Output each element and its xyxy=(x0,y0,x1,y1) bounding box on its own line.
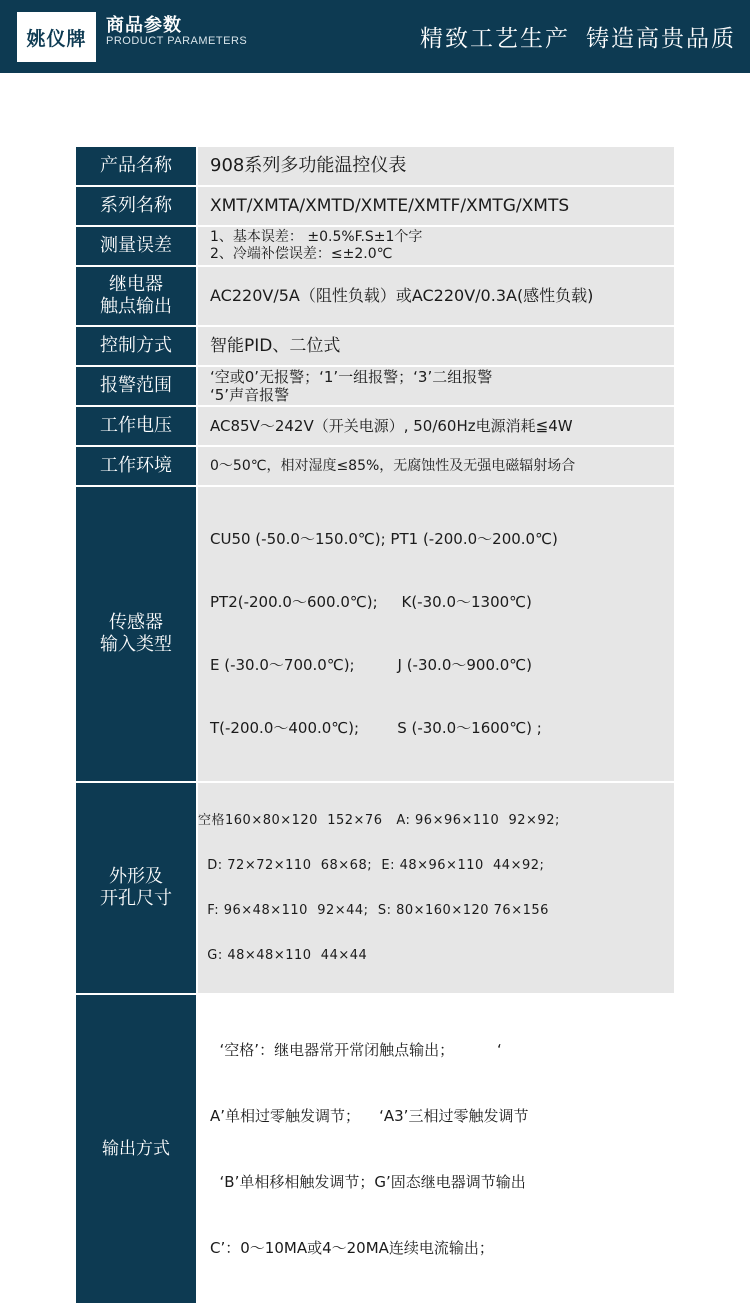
spec-label xyxy=(76,267,198,325)
spec-row-sensor-input xyxy=(76,487,674,781)
spec-value-line: 2、冷端补偿误差：≤±2.0℃ xyxy=(210,246,393,262)
spec-value: 智能PID、二位式 xyxy=(198,327,674,365)
section-subtitle: PRODUCT PARAMETERS xyxy=(106,35,248,47)
spec-label: 报警范围 xyxy=(76,367,198,405)
spec-label: 系列名称 xyxy=(76,187,198,225)
spec-value-line: C’：0～10MA或4～20MA连续电流输出； xyxy=(210,1239,494,1257)
spec-label-line: 触点输出 xyxy=(100,296,172,317)
spec-value xyxy=(198,227,674,265)
spec-value: 0～50℃，相对湿度≤85%，无腐蚀性及无强电磁辐射场合 xyxy=(198,447,674,485)
spec-label-line: 输入类型 xyxy=(100,634,172,655)
spec-row-relay-output xyxy=(76,267,674,325)
slogan xyxy=(420,20,736,53)
spec-value-line: ‘空或0’无报警；‘1’一组报警；‘3’二组报警 xyxy=(210,368,493,386)
spec-label-line: 开孔尺寸 xyxy=(100,888,172,909)
spec-value-line: CU50 (-50.0～150.0℃); PT1 (-200.0～200.0℃) xyxy=(210,530,558,548)
spec-row-dimensions xyxy=(76,783,674,993)
spec-value-line: PT2(-200.0～600.0℃); K(-30.0～1300℃) xyxy=(210,593,532,611)
spec-value-line: ‘5’声音报警 xyxy=(210,386,290,404)
spec-value-line: F: 96×48×110 92×44; S: 80×160×120 76×156 xyxy=(198,903,549,918)
spec-row-control-mode xyxy=(76,327,674,365)
spec-label: 工作电压 xyxy=(76,407,198,445)
spec-value-line: ‘空格’：继电器常开常闭触点输出； ‘ xyxy=(210,1041,502,1059)
spec-value-line: D: 72×72×110 68×68; E: 48×96×110 44×92; xyxy=(198,858,545,873)
spec-value xyxy=(198,487,674,781)
header-banner xyxy=(0,0,750,73)
spec-row-product-name xyxy=(76,147,674,185)
spec-value-line: T(-200.0～400.0℃); S (-30.0～1600℃) ; xyxy=(210,719,542,737)
spec-label xyxy=(76,783,198,993)
spec-value-line: 1、基本误差： ±0.5%F.S±1个字 xyxy=(210,229,423,245)
spec-value-line: G: 48×48×110 44×44 xyxy=(198,948,368,963)
spec-label-line: 继电器 xyxy=(109,274,163,295)
brand-logo xyxy=(17,12,96,62)
spec-value: AC220V/5A（阻性负载）或AC220V/0.3A(感性负载) xyxy=(198,267,674,325)
spec-value xyxy=(198,783,674,993)
spec-value-line: ‘B’单相移相触发调节；G’固态继电器调节输出 xyxy=(210,1173,526,1191)
spec-label-line: 传感器 xyxy=(109,612,163,633)
spec-row-measure-error xyxy=(76,227,674,265)
spec-row-voltage xyxy=(76,407,674,445)
spec-value xyxy=(198,367,674,405)
spec-label xyxy=(76,487,198,781)
spec-table xyxy=(76,145,674,1305)
spec-label: 输出方式 xyxy=(76,995,198,1303)
spec-row-output-mode xyxy=(76,995,674,1303)
spec-row-environment xyxy=(76,447,674,485)
spec-row-alarm-range xyxy=(76,367,674,405)
spec-value: AC85V～242V（开关电源）, 50/60Hz电源消耗≦4W xyxy=(198,407,674,445)
section-title: 商品参数 xyxy=(106,15,182,36)
brand-logo-text: 姚仪牌 xyxy=(26,27,87,50)
slogan-part-1: 精致工艺生产 xyxy=(420,26,570,52)
spec-label: 产品名称 xyxy=(76,147,198,185)
spec-row-series-name xyxy=(76,187,674,225)
spec-label-line: 外形及 xyxy=(109,866,163,887)
spec-value-line: E (-30.0～700.0℃); J (-30.0～900.0℃) xyxy=(210,656,533,674)
spec-label: 工作环境 xyxy=(76,447,198,485)
spec-value xyxy=(198,995,674,1303)
slogan-part-2: 铸造高贵品质 xyxy=(586,26,736,52)
spec-value: XMT/XMTA/XMTD/XMTE/XMTF/XMTG/XMTS xyxy=(198,187,674,225)
spec-value: 908系列多功能温控仪表 xyxy=(198,147,674,185)
spec-value-line: 空格160×80×120 152×76 A: 96×96×110 92×92; xyxy=(198,813,560,828)
spec-label: 控制方式 xyxy=(76,327,198,365)
spec-value-line: A’单相过零触发调节； ‘A3’三相过零触发调节 xyxy=(210,1107,529,1125)
spec-label: 测量误差 xyxy=(76,227,198,265)
